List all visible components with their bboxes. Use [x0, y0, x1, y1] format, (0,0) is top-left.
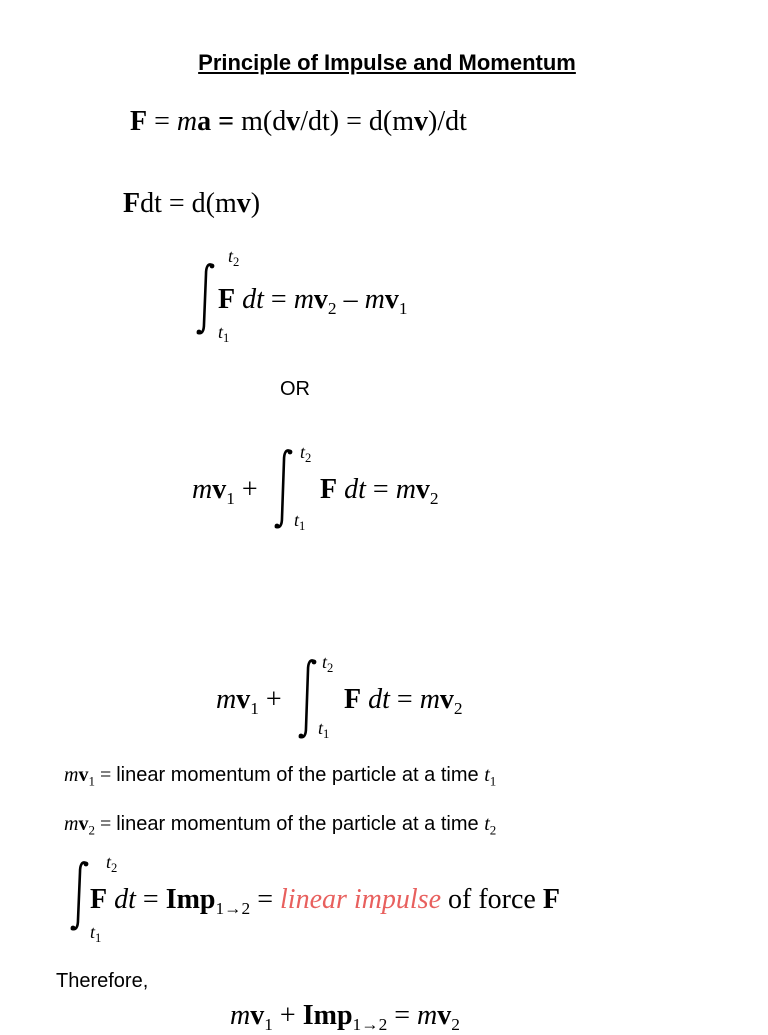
symbol-t: t — [294, 510, 300, 530]
symbol-m: m — [192, 474, 213, 505]
subscript: 1 — [88, 773, 95, 789]
integral-sign — [274, 448, 294, 530]
integral-sign — [298, 658, 318, 740]
symbol-t: t — [322, 652, 328, 672]
symbol-t: t — [318, 718, 324, 738]
symbol-v: v — [437, 1000, 452, 1031]
subscript: 1 — [215, 899, 225, 919]
integral-sign — [196, 262, 216, 336]
equals: = — [94, 813, 117, 835]
subscript: 1 — [352, 1015, 362, 1035]
symbol-v: v — [415, 474, 430, 505]
subscript: 2 — [453, 699, 463, 719]
symbol-t: t — [218, 322, 224, 342]
equals: = — [365, 474, 396, 505]
subscript: 2 — [429, 489, 439, 509]
lower-limit — [294, 510, 305, 534]
symbol-v: v — [78, 813, 89, 835]
equation-newton-second-law — [130, 106, 467, 138]
subscript: 1 — [223, 330, 230, 345]
subscript: 1 — [226, 489, 235, 509]
arrow-icon: → — [361, 1015, 379, 1035]
subscript: 1 — [264, 1015, 273, 1035]
symbol-m: m — [230, 1000, 251, 1031]
subscript: 2 — [111, 860, 118, 875]
symbol-v: v — [236, 188, 251, 219]
symbol-v: v — [286, 106, 301, 137]
symbol-t: t — [90, 922, 96, 942]
symbol-imp: Imp — [165, 884, 216, 915]
symbol-dt: dt — [235, 284, 264, 315]
minus: – — [336, 284, 365, 315]
subscript: 2 — [305, 450, 312, 465]
equation-integral-impulse — [218, 284, 408, 319]
equals: = — [135, 884, 166, 915]
plus: + — [258, 684, 282, 715]
equals: = — [211, 106, 242, 137]
expr: /dt) = d(m — [300, 106, 414, 137]
symbol-F: F — [218, 284, 236, 315]
definition-text: linear momentum of the particle at a time — [116, 764, 485, 786]
symbol-v: v — [439, 684, 454, 715]
subscript: 1 — [250, 699, 259, 719]
equation-linear-impulse — [90, 884, 560, 919]
upper-limit — [322, 652, 333, 676]
subscript: 2 — [88, 822, 95, 838]
upper-limit — [228, 246, 239, 270]
symbol-F: F — [123, 188, 141, 219]
symbol-m: m — [216, 684, 237, 715]
symbol-F: F — [344, 684, 362, 715]
subscript: 2 — [451, 1015, 460, 1035]
subscript: 2 — [241, 899, 251, 919]
integral-sign — [70, 860, 90, 932]
equals: = — [389, 684, 420, 715]
arrow-icon: → — [224, 899, 242, 919]
equation-momentum-balance-part1 — [192, 474, 258, 509]
symbol-dt: dt — [337, 474, 366, 505]
equals: = — [250, 884, 281, 915]
symbol-F: F — [90, 884, 108, 915]
symbol-m: m — [364, 284, 385, 315]
or-label: OR — [280, 378, 310, 400]
upper-limit — [300, 442, 311, 466]
equals: = — [387, 1000, 418, 1031]
expr: )/dt — [428, 106, 467, 137]
symbol-v: v — [236, 684, 251, 715]
symbol-t: t — [484, 764, 490, 786]
equation-differential-impulse — [123, 188, 260, 220]
symbol-v: v — [313, 284, 328, 315]
subscript: 2 — [489, 822, 497, 838]
definition-text: linear momentum of the particle at a time — [116, 813, 485, 835]
plus: + — [272, 1000, 303, 1031]
therefore-label: Therefore, — [56, 970, 149, 992]
equation-momentum-balance-repeat-part1 — [216, 684, 282, 719]
equation-momentum-balance-repeat-part2 — [344, 684, 463, 719]
expr: dt = d(m — [140, 188, 237, 219]
symbol-v: v — [212, 474, 227, 505]
symbol-v: v — [414, 106, 428, 137]
equals: = — [94, 764, 117, 786]
symbol-F: F — [130, 106, 148, 137]
symbol-m: m — [395, 474, 416, 505]
plus: + — [234, 474, 258, 505]
subscript: 1 — [323, 726, 330, 741]
symbol-a: a — [197, 106, 212, 137]
symbol-t: t — [484, 813, 490, 835]
equation-final-momentum — [230, 1000, 460, 1035]
symbol-v: v — [384, 284, 399, 315]
definition-momentum-1 — [64, 764, 496, 790]
symbol-m: m — [64, 764, 79, 786]
upper-limit — [106, 852, 117, 876]
symbol-dt: dt — [361, 684, 390, 715]
lower-limit — [218, 322, 229, 346]
subscript: 2 — [327, 299, 337, 319]
symbol-t: t — [300, 442, 306, 462]
linear-impulse-label: linear impulse — [280, 884, 442, 915]
symbol-t: t — [228, 246, 234, 266]
expr: of force — [441, 884, 543, 915]
symbol-v: v — [78, 764, 89, 786]
symbol-F: F — [320, 474, 338, 505]
equals: = — [147, 106, 177, 137]
symbol-t: t — [106, 852, 112, 872]
symbol-m: m — [417, 1000, 438, 1031]
subscript: 1 — [299, 518, 306, 533]
symbol-m: m — [419, 684, 440, 715]
symbol-v: v — [250, 1000, 265, 1031]
lower-limit — [90, 922, 101, 946]
subscript: 1 — [95, 930, 102, 945]
lower-limit — [318, 718, 329, 742]
symbol-m: m — [293, 284, 314, 315]
symbol-dt: dt — [107, 884, 136, 915]
subscript: 2 — [233, 254, 240, 269]
equation-momentum-balance-part2 — [320, 474, 439, 509]
symbol-imp: Imp — [302, 1000, 353, 1031]
symbol-F: F — [542, 884, 560, 915]
symbol-m: m — [176, 106, 198, 137]
subscript: 2 — [327, 660, 334, 675]
expr: m(d — [241, 106, 287, 137]
page-title: Principle of Impulse and Momentum — [198, 50, 576, 75]
equals: = — [263, 284, 294, 315]
expr: ) — [250, 188, 261, 219]
symbol-m: m — [64, 813, 79, 835]
subscript: 2 — [378, 1015, 388, 1035]
subscript: 1 — [489, 773, 497, 789]
subscript: 1 — [398, 299, 408, 319]
definition-momentum-2 — [64, 813, 496, 839]
